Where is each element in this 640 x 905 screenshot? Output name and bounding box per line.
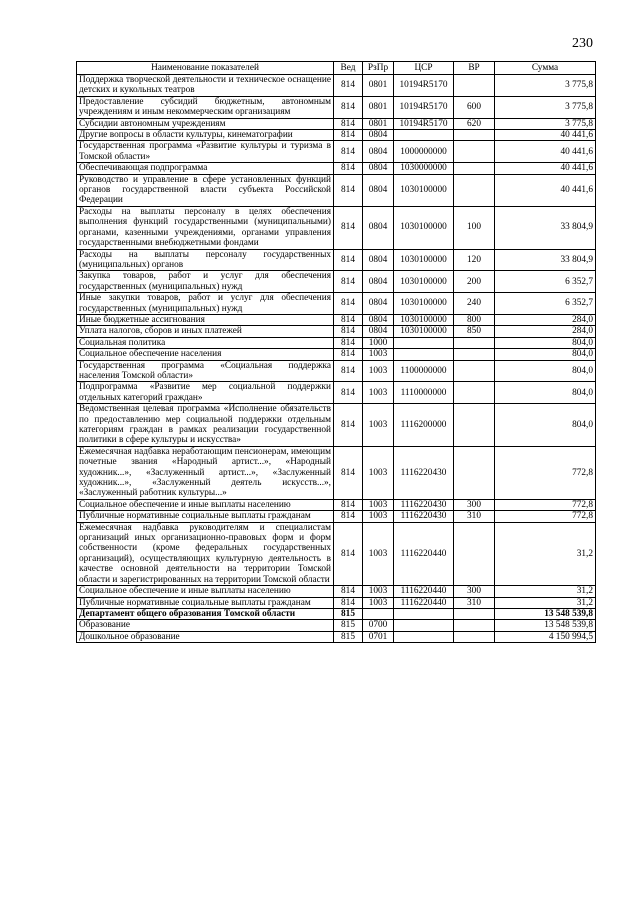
cell-rzpr: 1000: [363, 337, 394, 348]
cell-sum: 13 548 539,8: [495, 620, 596, 631]
cell-csr: 1110000000: [394, 382, 454, 404]
cell-ved: 814: [334, 293, 363, 315]
cell-name: Подпрограмма «Развитие мер социальной поддержки отдельных категорий граждан»: [77, 382, 334, 404]
cell-vr: [454, 608, 495, 619]
cell-sum: 772,8: [495, 511, 596, 522]
table-row: [77, 608, 596, 619]
cell-rzpr: 0804: [363, 141, 394, 163]
cell-name: Расходы на выплаты персоналу в целях обеспечения выполнения функций государственными (муниципальными) органами, казенными учреждениями, органами управления государственными внебюджетными фондами: [77, 206, 334, 249]
cell-ved: 815: [334, 608, 363, 619]
cell-csr: [394, 130, 454, 141]
cell-rzpr: 0801: [363, 75, 394, 97]
cell-ved: 814: [334, 75, 363, 97]
table-body: [77, 75, 596, 643]
table-row: [77, 511, 596, 522]
cell-sum: 33 804,9: [495, 206, 596, 249]
cell-name: Социальное обеспечение и иные выплаты населению: [77, 586, 334, 597]
cell-csr: [394, 337, 454, 348]
cell-sum: 6 352,7: [495, 293, 596, 315]
cell-csr: 1116220440: [394, 597, 454, 608]
cell-ved: 814: [334, 404, 363, 447]
cell-rzpr: 0804: [363, 271, 394, 293]
cell-name: Государственная программа «Социальная поддержка населения Томской области»: [77, 360, 334, 382]
cell-rzpr: 1003: [363, 499, 394, 510]
cell-name: Закупка товаров, работ и услуг для обеспечения государственных (муниципальных) нужд: [77, 271, 334, 293]
cell-csr: 1030100000: [394, 206, 454, 249]
cell-rzpr: 0804: [363, 249, 394, 271]
header-rzpr: РзПр: [363, 62, 394, 75]
table-row: [77, 118, 596, 129]
table-row: [77, 206, 596, 249]
cell-name: Публичные нормативные социальные выплаты гражданам: [77, 597, 334, 608]
cell-csr: 1030100000: [394, 174, 454, 206]
header-sum: Сумма: [495, 62, 596, 75]
cell-name: Ежемесячная надбавка неработающим пенсионерам, имеющим почетные звания «Народный артист...», «Народный художник...», «Заслуженный артист...», «Заслуженный художник...», «Заслуженный деятель искусств...», «Заслуженный работник культуры...»: [77, 446, 334, 499]
cell-sum: 33 804,9: [495, 249, 596, 271]
budget-table: [76, 61, 596, 643]
cell-vr: 240: [454, 293, 495, 315]
header-name: Наименование показателей: [77, 62, 334, 75]
cell-name: Ежемесячная надбавка руководителям и специалистам организаций иных организационно-правовых форм и форм собственности (кроме федеральных государственных организаций), осуществляющих культурную деятельность в качестве основной деятельности на территории Томской области и зарегистрированных на территории Томской области: [77, 522, 334, 585]
cell-name: Социальное обеспечение населения: [77, 349, 334, 360]
cell-csr: [394, 620, 454, 631]
cell-csr: 1030000000: [394, 163, 454, 174]
cell-vr: [454, 631, 495, 642]
cell-name: Дошкольное образование: [77, 631, 334, 642]
cell-ved: 814: [334, 326, 363, 337]
cell-rzpr: 0801: [363, 96, 394, 118]
cell-csr: 10194R5170: [394, 118, 454, 129]
cell-ved: 814: [334, 271, 363, 293]
cell-rzpr: [363, 608, 394, 619]
table-row: [77, 360, 596, 382]
cell-vr: [454, 130, 495, 141]
table-row: [77, 522, 596, 585]
cell-sum: 804,0: [495, 382, 596, 404]
cell-ved: 815: [334, 620, 363, 631]
cell-rzpr: 1003: [363, 360, 394, 382]
table-row: [77, 326, 596, 337]
cell-vr: [454, 446, 495, 499]
cell-sum: 13 548 539,8: [495, 608, 596, 619]
cell-ved: 815: [334, 631, 363, 642]
cell-sum: 3 775,8: [495, 75, 596, 97]
cell-sum: 6 352,7: [495, 271, 596, 293]
cell-sum: 772,8: [495, 446, 596, 499]
cell-sum: 31,2: [495, 586, 596, 597]
cell-name: Обеспечивающая подпрограмма: [77, 163, 334, 174]
cell-csr: [394, 349, 454, 360]
cell-sum: 40 441,6: [495, 163, 596, 174]
cell-sum: 284,0: [495, 314, 596, 325]
cell-name: Расходы на выплаты персоналу государственных (муниципальных) органов: [77, 249, 334, 271]
cell-name: Ведомственная целевая программа «Исполнение обязательств по предоставлению мер социальной поддержки отдельным категориям граждан в рамках реализации государственной политики в сфере культуры и искусства»: [77, 404, 334, 447]
cell-sum: 31,2: [495, 597, 596, 608]
cell-sum: 804,0: [495, 337, 596, 348]
cell-vr: [454, 163, 495, 174]
cell-name: Руководство и управление в сфере установленных функций органов государственной власти субъекта Российской Федерации: [77, 174, 334, 206]
cell-rzpr: 0701: [363, 631, 394, 642]
cell-name: Публичные нормативные социальные выплаты гражданам: [77, 511, 334, 522]
table-row: [77, 249, 596, 271]
cell-vr: 600: [454, 96, 495, 118]
cell-sum: 40 441,6: [495, 141, 596, 163]
cell-name: Социальная политика: [77, 337, 334, 348]
table-row: [77, 597, 596, 608]
cell-rzpr: 0801: [363, 118, 394, 129]
header-csr: ЦСР: [394, 62, 454, 75]
cell-vr: 100: [454, 206, 495, 249]
cell-rzpr: 1003: [363, 586, 394, 597]
cell-rzpr: 0804: [363, 293, 394, 315]
table-row: [77, 130, 596, 141]
cell-name: Государственная программа «Развитие культуры и туризма в Томской области»: [77, 141, 334, 163]
cell-vr: 310: [454, 511, 495, 522]
cell-name: Социальное обеспечение и иные выплаты населению: [77, 499, 334, 510]
cell-vr: 300: [454, 586, 495, 597]
cell-csr: 1116220440: [394, 522, 454, 585]
cell-sum: 4 150 994,5: [495, 631, 596, 642]
header-ved: Вед: [334, 62, 363, 75]
cell-sum: 40 441,6: [495, 174, 596, 206]
table-row: [77, 499, 596, 510]
cell-csr: [394, 631, 454, 642]
cell-name: Предоставление субсидий бюджетным, автономным учреждениям и иным некоммерческим организациям: [77, 96, 334, 118]
table-row: [77, 163, 596, 174]
cell-ved: 814: [334, 130, 363, 141]
cell-rzpr: 1003: [363, 511, 394, 522]
cell-sum: 40 441,6: [495, 130, 596, 141]
cell-ved: 814: [334, 511, 363, 522]
cell-name: Субсидии автономным учреждениям: [77, 118, 334, 129]
cell-ved: 814: [334, 382, 363, 404]
table-row: [77, 314, 596, 325]
table-row: [77, 620, 596, 631]
cell-vr: [454, 522, 495, 585]
cell-sum: 772,8: [495, 499, 596, 510]
cell-name: Другие вопросы в области культуры, кинематографии: [77, 130, 334, 141]
cell-ved: 814: [334, 206, 363, 249]
cell-csr: 1000000000: [394, 141, 454, 163]
table-row: [77, 446, 596, 499]
cell-csr: 1030100000: [394, 314, 454, 325]
table-row: [77, 337, 596, 348]
cell-vr: [454, 360, 495, 382]
cell-vr: [454, 349, 495, 360]
table-row: [77, 174, 596, 206]
cell-ved: 814: [334, 118, 363, 129]
table-row: [77, 586, 596, 597]
cell-ved: 814: [334, 446, 363, 499]
table-header-row: [77, 62, 596, 75]
cell-rzpr: 1003: [363, 382, 394, 404]
cell-vr: [454, 382, 495, 404]
table-row: [77, 271, 596, 293]
cell-sum: 804,0: [495, 360, 596, 382]
cell-ved: 814: [334, 141, 363, 163]
cell-name: Поддержка творческой деятельности и техническое оснащение детских и кукольных театров: [77, 75, 334, 97]
cell-csr: 1030100000: [394, 271, 454, 293]
cell-rzpr: 0804: [363, 174, 394, 206]
cell-sum: 31,2: [495, 522, 596, 585]
cell-sum: 3 775,8: [495, 118, 596, 129]
cell-vr: 300: [454, 499, 495, 510]
cell-rzpr: 1003: [363, 446, 394, 499]
table-row: [77, 631, 596, 642]
cell-csr: 1116220430: [394, 446, 454, 499]
cell-csr: 1116220440: [394, 586, 454, 597]
cell-csr: 1100000000: [394, 360, 454, 382]
cell-ved: 814: [334, 597, 363, 608]
table-row: [77, 404, 596, 447]
cell-ved: 814: [334, 337, 363, 348]
cell-csr: 1116200000: [394, 404, 454, 447]
cell-vr: 800: [454, 314, 495, 325]
cell-name: Иные закупки товаров, работ и услуг для обеспечения государственных (муниципальных) нужд: [77, 293, 334, 315]
cell-rzpr: 0804: [363, 130, 394, 141]
cell-ved: 814: [334, 349, 363, 360]
cell-vr: [454, 404, 495, 447]
cell-ved: 814: [334, 96, 363, 118]
cell-csr: 1116220430: [394, 511, 454, 522]
cell-vr: 200: [454, 271, 495, 293]
cell-vr: 120: [454, 249, 495, 271]
cell-ved: 814: [334, 360, 363, 382]
cell-sum: 3 775,8: [495, 96, 596, 118]
cell-csr: 1030100000: [394, 249, 454, 271]
cell-ved: 814: [334, 586, 363, 597]
cell-csr: 1116220430: [394, 499, 454, 510]
cell-ved: 814: [334, 499, 363, 510]
cell-ved: 814: [334, 163, 363, 174]
cell-csr: 1030100000: [394, 293, 454, 315]
cell-sum: 804,0: [495, 349, 596, 360]
table-row: [77, 96, 596, 118]
cell-rzpr: 0700: [363, 620, 394, 631]
cell-name: Образование: [77, 620, 334, 631]
cell-rzpr: 1003: [363, 597, 394, 608]
cell-name: Департамент общего образования Томской области: [77, 608, 334, 619]
cell-vr: [454, 620, 495, 631]
cell-csr: 1030100000: [394, 326, 454, 337]
cell-vr: [454, 141, 495, 163]
cell-vr: 850: [454, 326, 495, 337]
cell-vr: 310: [454, 597, 495, 608]
cell-csr: [394, 608, 454, 619]
cell-vr: [454, 75, 495, 97]
cell-name: Иные бюджетные ассигнования: [77, 314, 334, 325]
cell-ved: 814: [334, 314, 363, 325]
cell-sum: 804,0: [495, 404, 596, 447]
cell-csr: 10194R5170: [394, 96, 454, 118]
cell-ved: 814: [334, 522, 363, 585]
cell-rzpr: 0804: [363, 206, 394, 249]
cell-rzpr: 0804: [363, 314, 394, 325]
cell-csr: 10194R5170: [394, 75, 454, 97]
table-row: [77, 293, 596, 315]
cell-rzpr: 1003: [363, 522, 394, 585]
cell-rzpr: 1003: [363, 404, 394, 447]
table-row: [77, 75, 596, 97]
table-row: [77, 141, 596, 163]
table-row: [77, 349, 596, 360]
cell-ved: 814: [334, 174, 363, 206]
cell-rzpr: 1003: [363, 349, 394, 360]
cell-vr: [454, 174, 495, 206]
table-row: [77, 382, 596, 404]
cell-name: Уплата налогов, сборов и иных платежей: [77, 326, 334, 337]
header-vr: ВР: [454, 62, 495, 75]
cell-vr: 620: [454, 118, 495, 129]
cell-vr: [454, 337, 495, 348]
cell-ved: 814: [334, 249, 363, 271]
cell-sum: 284,0: [495, 326, 596, 337]
cell-rzpr: 0804: [363, 326, 394, 337]
cell-rzpr: 0804: [363, 163, 394, 174]
page-number: 230: [572, 36, 593, 51]
